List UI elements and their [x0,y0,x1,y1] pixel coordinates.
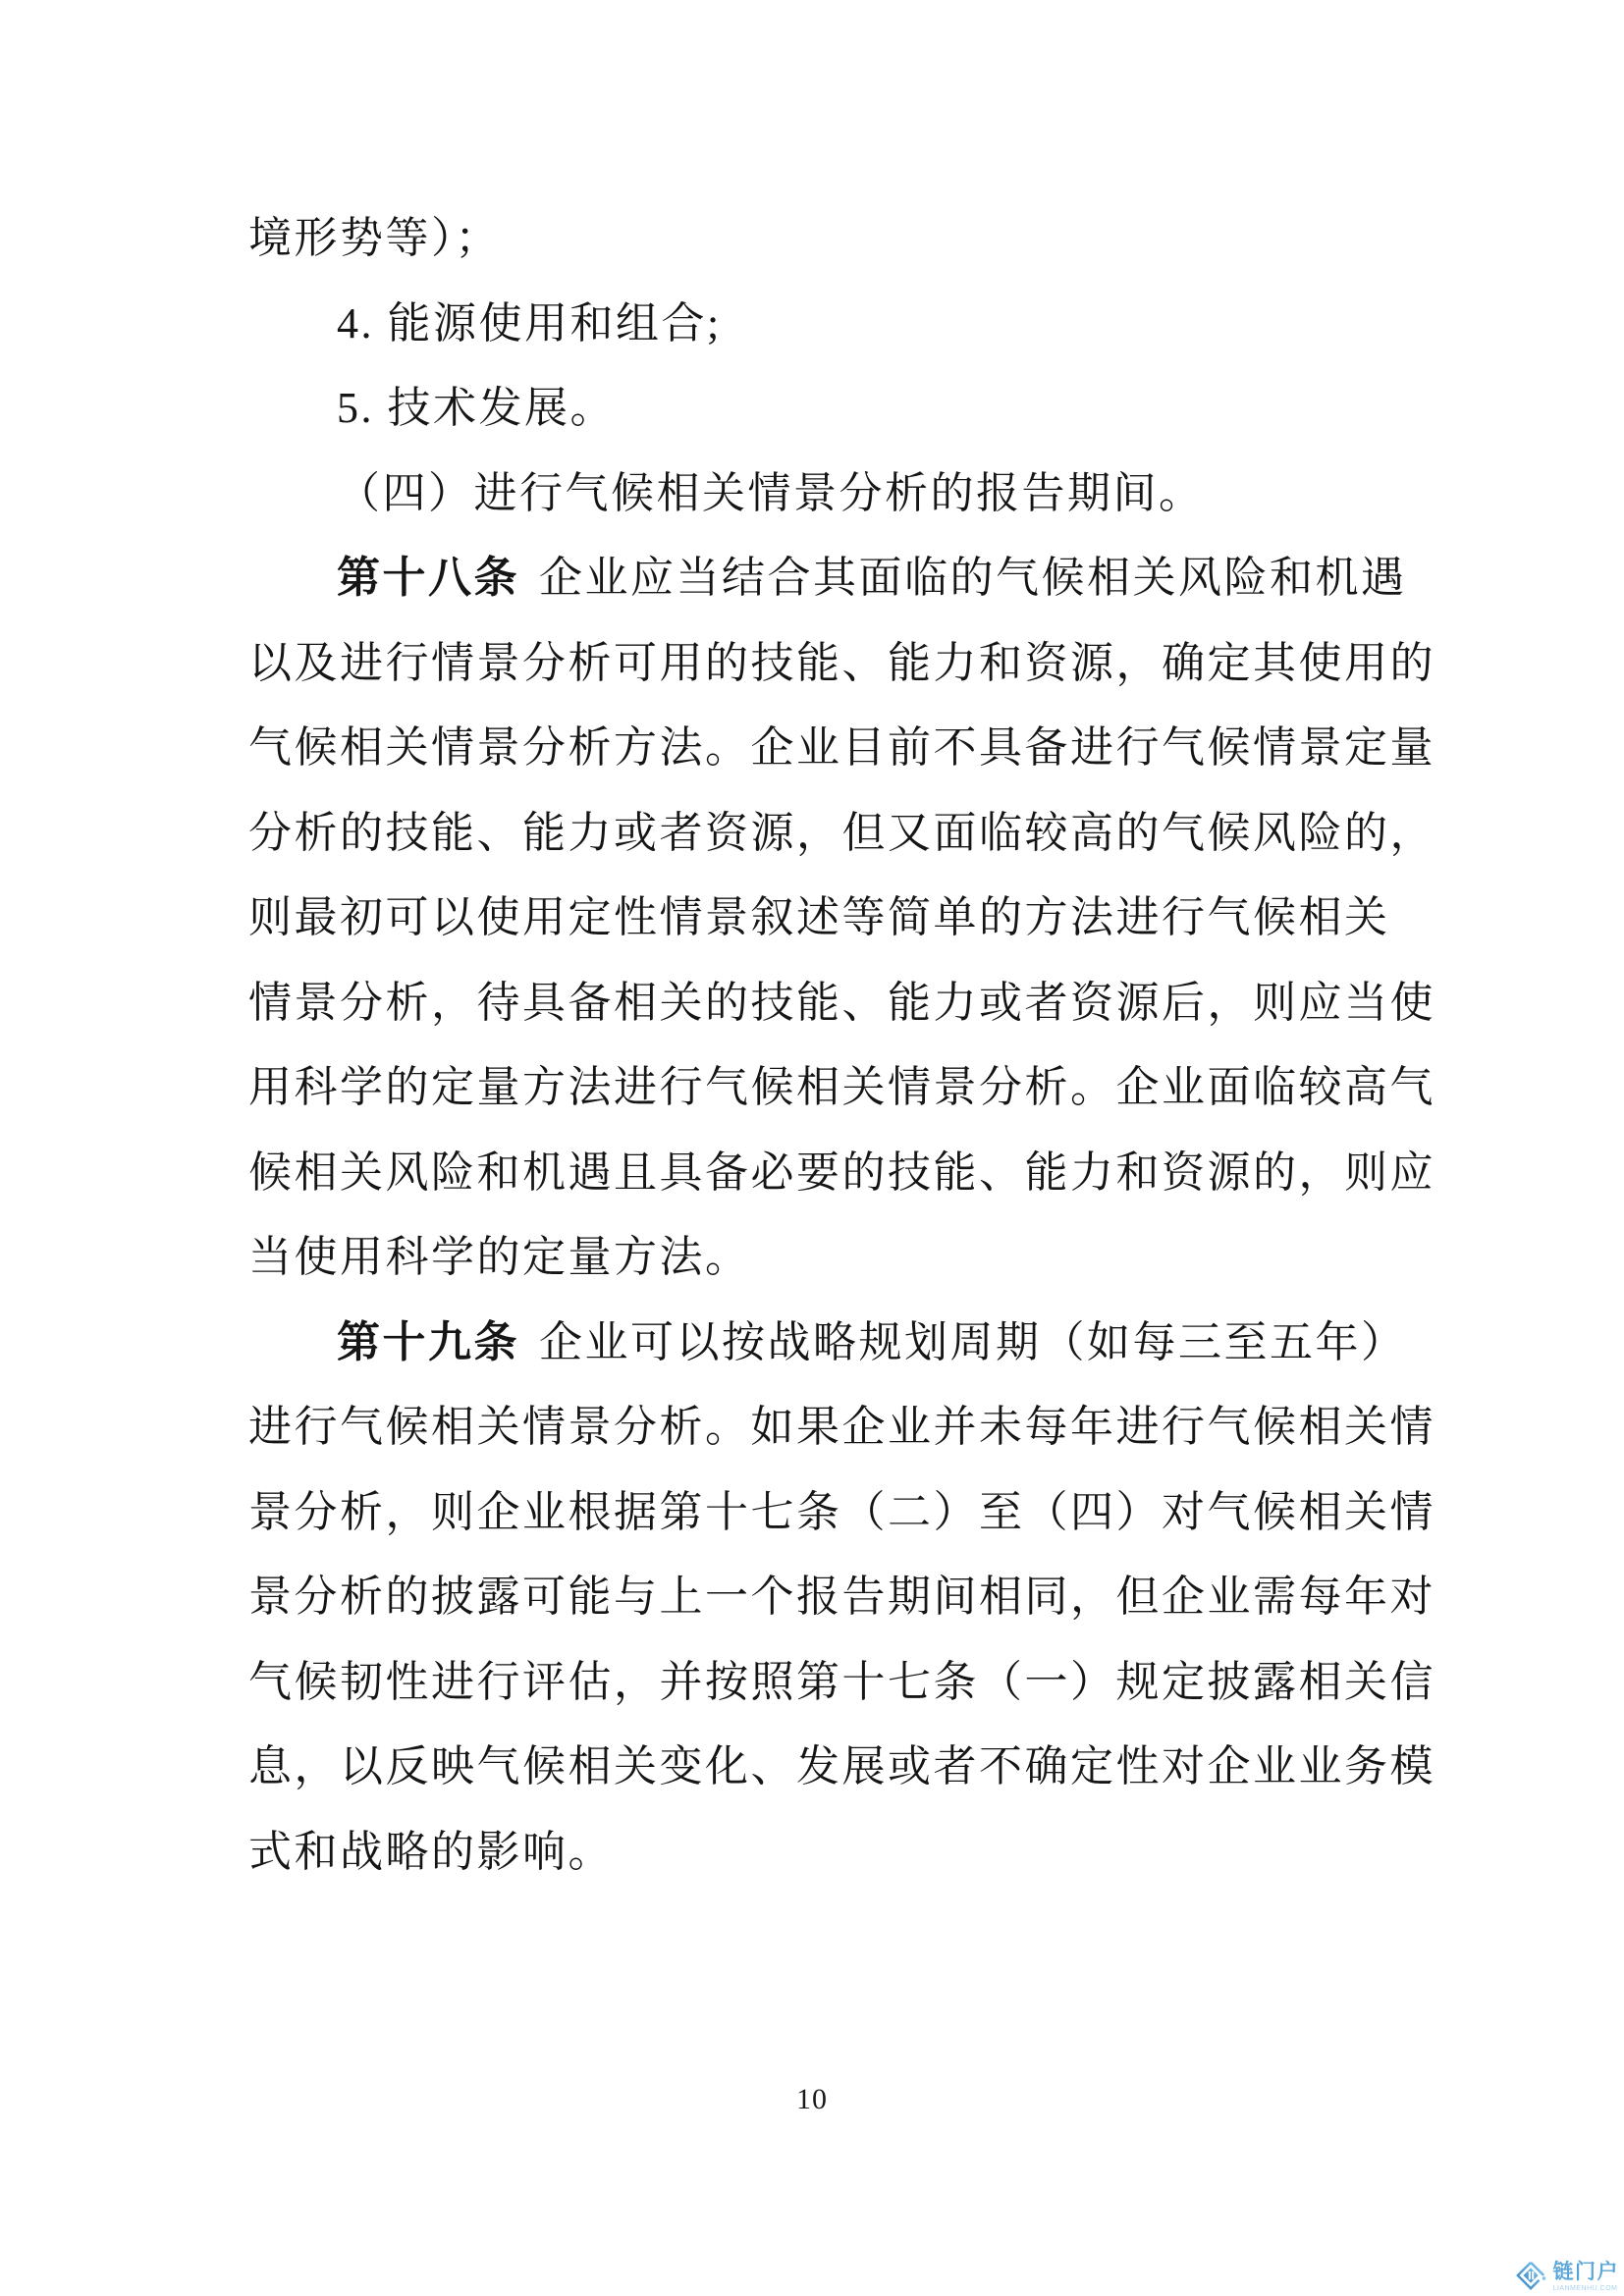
lianmenhu-logo-icon [1515,2260,1548,2293]
text-line: 候相关风险和机遇且具备必要的技能、能力和资源的，则应 [248,1148,1435,1197]
text-line: 式和战略的影响。 [248,1827,614,1876]
watermark-brand-cn: 链门户 [1552,2260,1619,2283]
text-line: 第十九条 企业可以按战略规划周期（如每三至五年） [337,1317,1407,1366]
text-line: 5. 技术发展。 [337,384,616,432]
watermark [1515,2260,1620,2293]
text-line: 则最初可以使用定性情景叙述等简单的方法进行气候相关 [248,893,1390,941]
text-line: 分析的技能、能力或者资源，但又面临较高的气候风险的， [248,808,1435,857]
page-number: 10 [796,2083,828,2115]
text-line: 情景分析，待具备相关的技能、能力或者资源后，则应当使 [248,978,1435,1027]
article-number: 第十八条 [337,554,519,602]
text-line: 以及进行情景分析可用的技能、能力和资源，确定其使用的 [248,638,1435,687]
text-line: 境形势等）； [248,214,501,262]
text-line: 4. 能源使用和组合; [337,298,722,347]
text-line: 气候相关情景分析方法。企业目前不具备进行气候情景定量 [248,723,1435,772]
text-line: 第十八条 企业应当结合其面临的气候相关风险和机遇 [337,554,1407,602]
watermark-brand-en: LIANMENHU.COM [1552,2284,1618,2292]
text-line: 息，以反映气候相关变化、发展或者不确定性对企业业务模 [248,1742,1435,1790]
text-line: 气候韧性进行评估，并按照第十七条（一）规定披露相关信 [248,1657,1435,1706]
text-line: 用科学的定量方法进行气候相关情景分析。企业面临较高气 [248,1063,1435,1111]
text-line: 景分析，则企业根据第十七条（二）至（四）对气候相关情 [248,1487,1435,1536]
watermark-text [1553,2262,1620,2292]
text-line: （四）进行气候相关情景分析的报告期间。 [337,468,1205,517]
text-line: 当使用科学的定量方法。 [248,1233,751,1281]
text-lines [248,196,1486,1895]
text-line: 进行气候相关情景分析。如果企业并未每年进行气候相关情 [248,1403,1435,1451]
text-line: 景分析的披露可能与上一个报告期间相同，但企业需每年对 [248,1573,1435,1621]
article-number: 第十九条 [337,1317,519,1366]
